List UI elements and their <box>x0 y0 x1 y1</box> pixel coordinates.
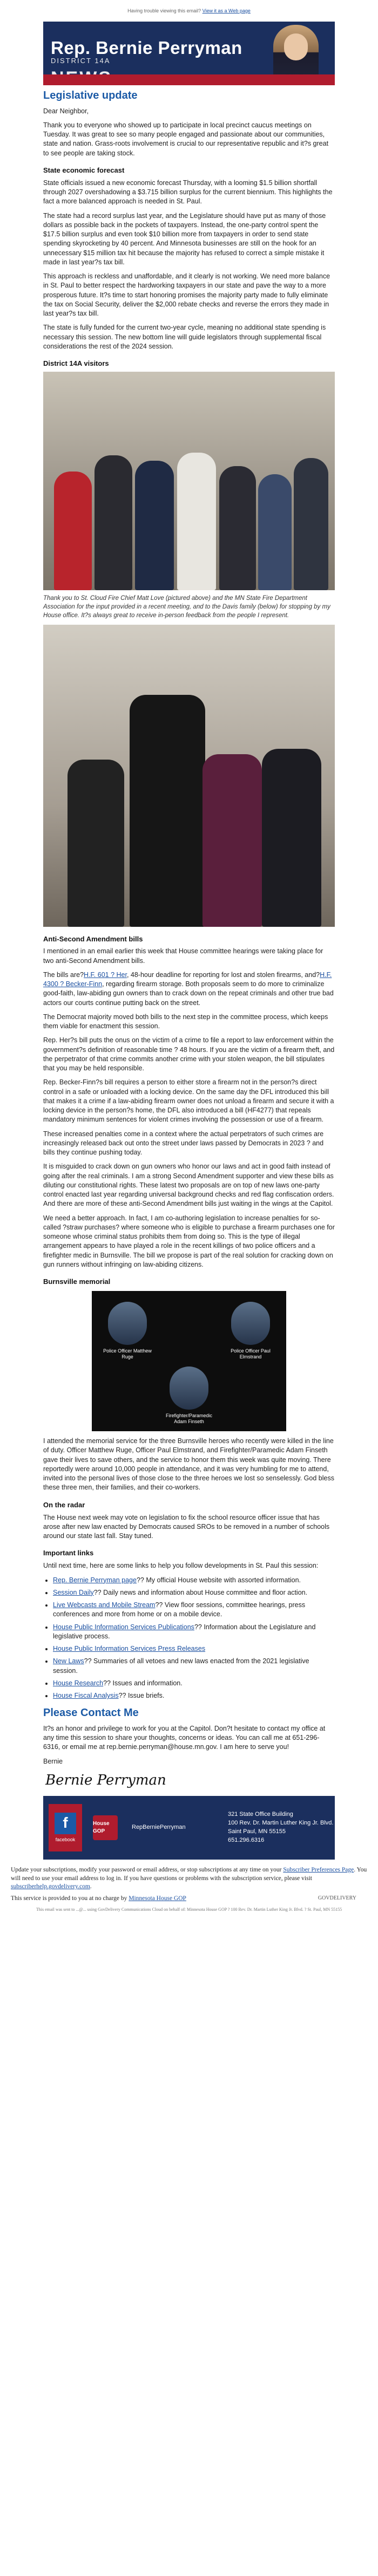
service-notice <box>11 1895 367 1903</box>
link-description: ?? Summaries of all vetoes and new laws enacted from the 2021 legislative session. <box>53 1657 309 1675</box>
amendment-paragraph-2 <box>43 971 335 1008</box>
on-the-radar-heading: On the radar <box>43 1500 85 1509</box>
house-research-link[interactable]: House Research <box>53 1679 104 1687</box>
amendment-paragraph-6: These increased penalties come in a context where the actual perpetrators of such crimes are increasingly released back out onto the street under laws passed by Democrats in 2023 ? and bills they continue pushing today. <box>43 1130 324 1157</box>
photo-person <box>68 760 124 927</box>
view-as-web-page-link[interactable]: View it as a Web page <box>202 8 251 13</box>
hf-601-link[interactable]: H.F. 601 ? Her <box>84 971 127 979</box>
amendment-paragraph-1: I mentioned in an email earlier this week that House committee hearings were taking place for two anti-Second Amendment bills. <box>43 947 323 965</box>
memorial-image <box>92 1291 286 1431</box>
subscriber-preferences-link[interactable]: Subscriber Preferences Page <box>283 1866 354 1873</box>
intro-paragraph: Thank you to everyone who showed up to participate in local precinct caucus meetings on Tuesday. It was great to see so many people engaged and passionate about our communities, state and nation. Grass-roots involvement is crucial to our representative republic and it?s great to see people are taking stock. <box>43 121 329 157</box>
amendment-paragraph-5: Rep. Becker-Finn?s bill requires a person to either store a firearm not in the person?s direct control in a safe or unloaded with a locking device. On the same day the DFL introduced this bill that makes it a crime if a law-abiding firearm owner does not unload a firearm and secure it with a locking device in the person?s home, the DFL also introduced a bill (HF4277) that repeals mandatory minimum sentences for violent crimes involving the possession or use of a firearm. <box>43 1078 334 1124</box>
link-description: ?? My official House website with assorted information. <box>136 1576 301 1584</box>
session-daily-link[interactable]: Session Daily <box>53 1588 94 1596</box>
officer-elmstrand-photo <box>231 1302 270 1345</box>
officer-ruge-photo <box>108 1302 147 1345</box>
hf-4300-link[interactable]: H.F. 4300 ? Becker-Finn <box>43 971 332 988</box>
memorial-paragraph: I attended the memorial service for the three Burnsville heroes who recently were killed in the line of duty. Officer Matthew Ruge, Officer Paul Elmstrand, and Firefighter/Paramedic Adam Finseth gave their lives to save others, and the service to honor them this week was quite moving. There reportedly were around 10,000 people in attendance, and it was very humbling for me to attend, invited into the personal lives of those close to the three heroes we lost so senselessly. God bless these three men, their families, and their co-workers. <box>43 1437 334 1492</box>
list-item <box>53 1644 335 1653</box>
link-description: ?? Information about the Legislature and legislative process. <box>53 1623 316 1640</box>
publications-link[interactable]: House Public Information Services Publications <box>53 1623 194 1631</box>
govdelivery-logo: GOVDELIVERY <box>318 1895 356 1902</box>
banner-title: Rep. Bernie Perryman <box>51 38 242 58</box>
fire-chief-group-photo <box>43 372 335 590</box>
legal-footer <box>11 1866 367 1912</box>
perryman-page-link[interactable]: Rep. Bernie Perryman page <box>53 1576 137 1584</box>
list-item <box>53 1679 335 1688</box>
important-links-list <box>43 1576 335 1701</box>
important-links-heading: Important links <box>43 1549 94 1557</box>
list-item <box>53 1601 335 1620</box>
email-body <box>43 22 335 1860</box>
subscriber-help-link[interactable]: subscriberhelp.govdelivery.com <box>11 1883 90 1890</box>
header-banner <box>43 22 335 85</box>
link-description: ?? Issues and information. <box>103 1679 183 1687</box>
footer-facebook-name: RepBerniePerryman <box>132 1824 186 1831</box>
facebook-icon: f <box>55 1813 76 1834</box>
gop-logo-mark: House GOP <box>93 1815 118 1840</box>
memorial-heading: Burnsville memorial <box>43 1277 111 1286</box>
list-item <box>53 1576 335 1585</box>
amendment-paragraph-8: We need a better approach. In fact, I am co-authoring legislation to increase penalties for so-called ?straw purchases? where someone who is eligible to purchase a firearm purchases one for someone whose criminal status prohibits them from doing so. This is the type of illegal arrangement appears to have played a role in the recent killings of two police officers and a firefighter medic in Burnsville. The bill we propose is part of the real solution for cracking down on gun runners without infringing on law-abiding citizens. <box>43 1214 335 1268</box>
signature: Bernie Perryman <box>45 1772 166 1788</box>
list-item <box>53 1657 335 1676</box>
banner-subtitle: DISTRICT 14A <box>51 57 111 65</box>
visitors-caption: Thank you to St. Cloud Fire Chief Matt Love (pictured above) and the MN State Fire Department Association for the input provided in a recent meeting, and to the Davis family (below) for stopping by my House office. It?s always great to receive in-person feedback from the people I represent. <box>43 595 330 619</box>
economic-paragraph-3: This approach is reckless and unaffordable, and it clearly is not working. We need more balance in St. Paul to better respect the hardworking taxpayers in our state and pave the way to a more prosperous future. It?s time to start honoring promises the majority party made to fully eliminate the tax on Social Security, deliver the $2,000 rebate checks and reverse the errors they made in last year?s tax bill. <box>43 272 330 318</box>
link-description: ?? Issue briefs. <box>118 1692 165 1700</box>
list-item <box>53 1691 335 1700</box>
photo-person <box>294 458 328 590</box>
legal-p2-pre: This service is provided to you at no charge by <box>11 1895 127 1902</box>
contact-heading: Please Contact Me <box>43 1707 139 1719</box>
photo-person <box>54 472 92 590</box>
photo-person <box>135 461 174 590</box>
amendment-p2-pre: The bills are? <box>43 971 84 979</box>
photo-person <box>94 455 132 590</box>
photo-person <box>177 453 216 590</box>
economic-paragraph-2: The state had a record surplus last year, and the Legislature should have put as many of those dollars as possible back in the pockets of taxpayers. Instead, the one-party control spent the $17.5 billion surplus and even took $10 billion more from taxpayers in order to send state spending skyrocketing by 40 percent. And Minnesota businesses are still on the hook for an unnecessary $15 million tax hit because the majority has refused to correct a simple mistake it made in last year?s tax bill. <box>43 211 326 266</box>
economic-forecast-heading: State economic forecast <box>43 166 125 174</box>
photo-person <box>258 474 292 590</box>
footer-banner <box>43 1796 335 1860</box>
banner-stripe <box>43 74 335 85</box>
address-line: 100 Rev. Dr. Martin Luther King Jr. Blvd. <box>228 1819 334 1826</box>
davis-family-photo <box>43 625 335 927</box>
fiscal-analysis-link[interactable]: House Fiscal Analysis <box>53 1692 119 1700</box>
photo-person <box>219 466 256 590</box>
subscription-notice: Update your subscriptions, modify your password or email address, or stop subscriptions at any time on your Subscriber Preferences Page. You will need to use your email address to log in. If you have questions or problems with the subscription service, please visit subscriberhelp.govdelivery.com. <box>11 1866 367 1890</box>
officer-elmstrand-label: Police Officer Paul Elmstrand <box>231 1348 271 1360</box>
firefighter-finseth-label: Firefighter/Paramedic Adam Finseth <box>165 1413 213 1425</box>
link-description: ?? Daily news and information about House committee and floor action. <box>93 1588 308 1596</box>
legislative-update-heading: Legislative update <box>43 90 138 101</box>
second-amendment-heading: Anti-Second Amendment bills <box>43 934 143 943</box>
facebook-button[interactable] <box>49 1804 82 1851</box>
legal-p1-mid: . You will need to use your email address to log in. If you have questions or problems with the subscription service, please visit <box>11 1866 367 1882</box>
legal-p1-pre: Update your subscriptions, modify your password or email address, or stop subscriptions at any time on your <box>11 1866 282 1873</box>
new-laws-link[interactable]: New Laws <box>53 1657 84 1665</box>
portrait-face <box>284 33 308 60</box>
amendment-paragraph-7: It is misguided to crack down on gun owners who honor our laws and act in good faith instead of going after the real criminals. I am a strong Second Amendment supporter and view these bills as diluting our constitutional rights. These latest two proposals are on top of new laws one-party control enacted last year regarding universal background checks and red flag confiscation orders. And there are more of these anti-Second Amendment bills just waiting in the wings at the Capitol. <box>43 1163 334 1208</box>
visitors-heading: District 14A visitors <box>43 359 109 368</box>
amendment-paragraph-4: Rep. Her?s bill puts the onus on the victim of a crime to file a report to law enforcement within the government?s definition of reasonable time ? 48 hours. If you are the victim of a firearm theft, and the perpetrator of that crime commits another crime with your stolen weapon, the bill stipulates that you may be held responsible. <box>43 1036 335 1072</box>
sent-via-notice: This email was sent to ...@... using GovDelivery Communications Cloud on behalf of: Minnesota House GOP ? 100 Rev. Dr. Martin Luther King Jr. Blvd. ? St. Paul, MN 55155 <box>36 1907 342 1912</box>
top-note <box>0 0 378 22</box>
radar-paragraph: The House next week may vote on legislation to fix the school resource officer issue that has arose after new law enacted by Democrats caused SROs to be removed in a number of schools around our state last fall. Stay tuned. <box>43 1513 330 1540</box>
contact-paragraph: It?s an honor and privilege to work for you at the Capitol. Don?t hesitate to contact my office at any time this session to share your thoughts, concerns or ideas. You can call me at 651-296-6316, or email me at rep.bernie.perryman@house.mn.gov. I am here to serve you! <box>43 1724 326 1751</box>
economic-paragraph-1: State officials issued a new economic forecast Thursday, with a looming $1.5 billion shortfall through 2027 overshadowing a $3.715 billion surplus for the current biennium. This highlights the fact a more balanced approach is needed in St. Paul. <box>43 179 333 206</box>
live-webcasts-link[interactable]: Live Webcasts and Mobile Stream <box>53 1601 156 1609</box>
links-intro: Until next time, here are some links to help you follow developments in St. Paul this session: <box>43 1562 319 1570</box>
photo-person <box>202 754 262 927</box>
list-item <box>53 1588 335 1597</box>
greeting: Dear Neighbor, <box>43 107 89 115</box>
amendment-p2-post: , regarding firearm storage. Both proposals seem to do more to criminalize good-faith, law-abiding gun owners than to crack down on the repeat criminals and other true bad actors our courts continue putting back on the street. <box>43 980 334 1007</box>
link-description: ?? View floor sessions, committee hearings, press conferences and more from home or on a mobile device. <box>53 1601 306 1618</box>
photo-person <box>130 695 205 927</box>
footer-address <box>228 1810 333 1845</box>
officer-ruge-label: Police Officer Matthew Ruge <box>103 1348 152 1360</box>
top-note-text: Having trouble viewing this email? <box>127 8 201 13</box>
list-item <box>53 1623 335 1642</box>
address-line: 321 State Office Building <box>228 1810 293 1817</box>
press-releases-link[interactable]: House Public Information Services Press Releases <box>53 1645 206 1653</box>
amendment-paragraph-3: The Democrat majority moved both bills to the next step in the committee process, which keeps them viable for enactment this session. <box>43 1013 328 1030</box>
economic-paragraph-4: The state is fully funded for the current two-year cycle, meaning no additional state spending is necessary this session. The new bottom line will guide legislators through supplemental fiscal considerations the rest of the 2024 session. <box>43 324 326 350</box>
amendment-p2-mid: , 48-hour deadline for reporting for lost and stolen firearms, and? <box>126 971 320 979</box>
phone-number: 651.296.6316 <box>228 1836 265 1843</box>
facebook-label: facebook <box>55 1836 76 1842</box>
mn-house-gop-link[interactable]: Minnesota House GOP <box>129 1895 186 1902</box>
address-line: Saint Paul, MN 55155 <box>228 1828 286 1835</box>
signoff: Bernie <box>43 1757 63 1765</box>
photo-person <box>262 749 321 927</box>
firefighter-finseth-photo <box>170 1366 208 1410</box>
house-gop-logo <box>86 1804 124 1851</box>
